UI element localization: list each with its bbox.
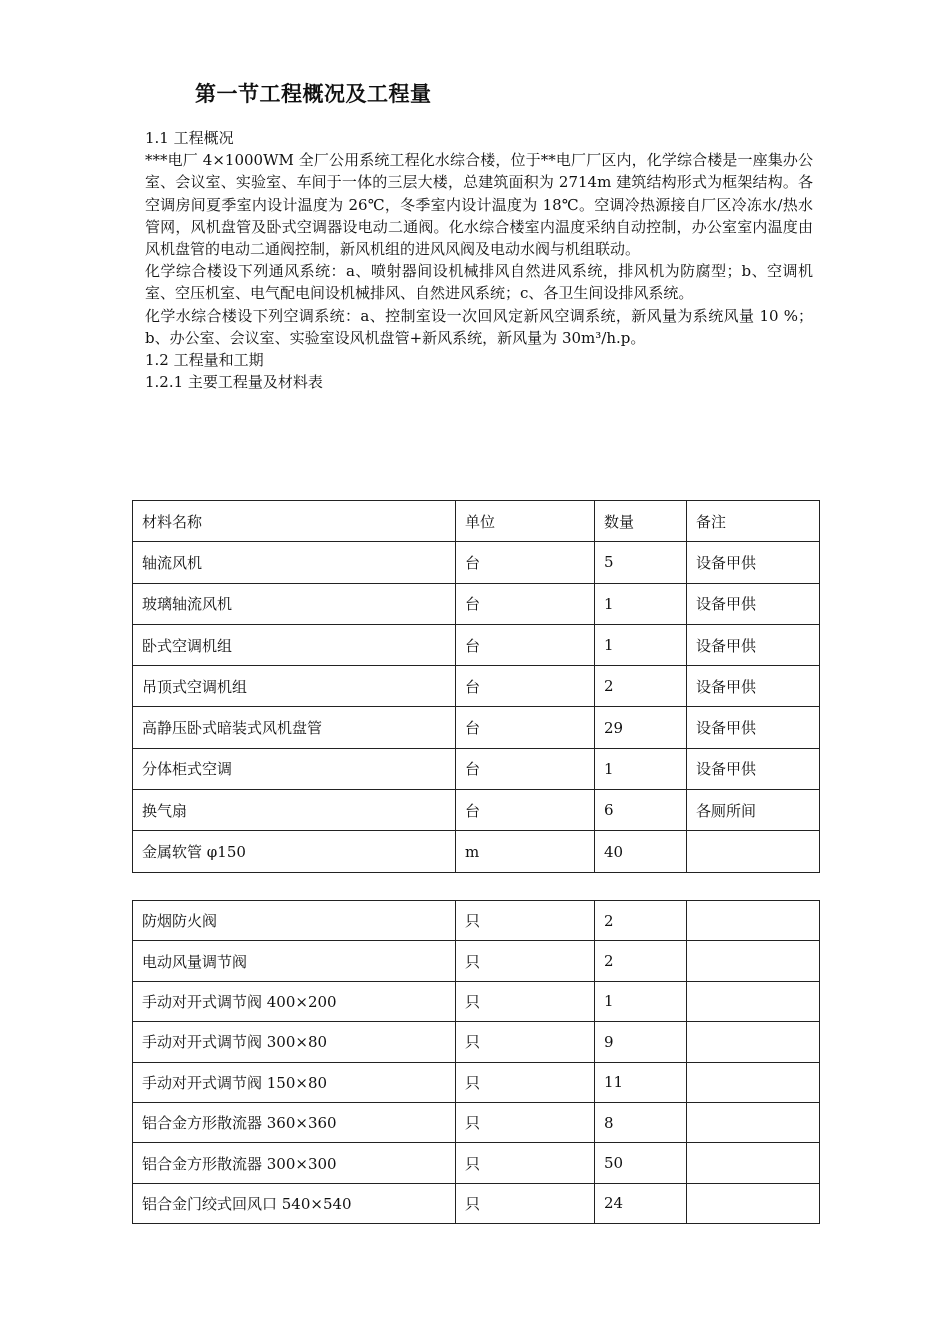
table-row <box>133 1022 820 1062</box>
table-row <box>133 831 820 872</box>
table-cell <box>687 1062 820 1102</box>
section-title: 第一节工程概况及工程量 <box>195 82 432 106</box>
table-cell <box>687 981 820 1021</box>
table-cell: 8 <box>595 1102 687 1142</box>
table-cell <box>687 941 820 981</box>
table-cell: 高静压卧式暗装式风机盘管 <box>133 707 456 748</box>
table-header-row <box>133 501 820 542</box>
table-cell: 设备甲供 <box>687 748 820 789</box>
table-cell <box>687 831 820 872</box>
table-cell: 2 <box>595 901 687 941</box>
table-cell: 铝合金门绞式回风口 540×540 <box>133 1183 456 1223</box>
table-row <box>133 707 820 748</box>
table-cell: 台 <box>456 624 595 665</box>
table-cell: 2 <box>595 941 687 981</box>
header-cell: 单位 <box>456 501 595 542</box>
table-cell: 只 <box>456 1143 595 1183</box>
table-cell: 40 <box>595 831 687 872</box>
table-cell <box>687 1022 820 1062</box>
table-cell: 台 <box>456 542 595 583</box>
overview-paragraph: ***电厂 4×1000WM 全厂公用系统工程化水综合楼，位于**电厂厂区内，化学综合楼是一座集办公室、会议室、实验室、车间于一体的三层大楼，总建筑面积为 2714m 建筑结构形式为框架结构。各空调房间夏季室内设计温度为 26℃，冬季室内设计温度为 18℃。空调冷热源接自厂区冷冻水/热水管网，风机盘管及卧式空调器设电动二通阀。化水综合楼室内温度采纳自动控制，办公室室内温度由风机盘管的电动二通阀控制，新风机组的进风风阀及电动水阀与机组联动。 <box>145 151 813 259</box>
table-cell: 金属软管 φ150 <box>133 831 456 872</box>
materials-table-2 <box>132 900 820 1224</box>
table-cell <box>687 901 820 941</box>
table-row <box>133 624 820 665</box>
heading-1-1: 1.1 工程概况 <box>145 129 234 147</box>
table-row <box>133 1102 820 1142</box>
table-cell: 只 <box>456 981 595 1021</box>
header-cell: 材料名称 <box>133 501 456 542</box>
table-cell: 分体柜式空调 <box>133 748 456 789</box>
header-cell: 备注 <box>687 501 820 542</box>
table-cell: 铝合金方形散流器 360×360 <box>133 1102 456 1142</box>
table-row <box>133 981 820 1021</box>
table-cell: 只 <box>456 941 595 981</box>
aircon-paragraph: 化学水综合楼设下列空调系统：a、控制室设一次回风定新风空调系统，新风量为系统风量 10 %；b、办公室、会议室、实验室设风机盘管+新风系统，新风量为 30m³/h.p。 <box>145 306 813 347</box>
table-cell: 台 <box>456 748 595 789</box>
table-row <box>133 1183 820 1223</box>
table-cell <box>687 1102 820 1142</box>
table-cell: 只 <box>456 1062 595 1102</box>
heading-1-2-1: 1.2.1 主要工程量及材料表 <box>145 373 323 392</box>
table-row <box>133 1062 820 1102</box>
table-cell: 换气扇 <box>133 790 456 831</box>
table-cell: 设备甲供 <box>687 583 820 624</box>
ventilation-paragraph: 化学综合楼设下列通风系统：a、喷射器间设机械排风自然进风系统，排风机为防腐型；b、空调机室、空压机室、电气配电间设机械排风、自然进风系统；c、各卫生间设排风系统。 <box>145 262 813 303</box>
table-cell: 只 <box>456 1102 595 1142</box>
table-cell: 设备甲供 <box>687 624 820 665</box>
heading-1-2: 1.2 工程量和工期 <box>145 351 264 370</box>
table-cell: 2 <box>595 666 687 707</box>
table-cell: 卧式空调机组 <box>133 624 456 665</box>
table-row <box>133 901 820 941</box>
table-cell: 6 <box>595 790 687 831</box>
header-cell: 数量 <box>595 501 687 542</box>
table-cell: 台 <box>456 666 595 707</box>
table-cell: 11 <box>595 1062 687 1102</box>
table-cell <box>687 1183 820 1223</box>
table-row <box>133 790 820 831</box>
table-row <box>133 1143 820 1183</box>
table-cell: 设备甲供 <box>687 707 820 748</box>
table-cell: 轴流风机 <box>133 542 456 583</box>
table-cell: 9 <box>595 1022 687 1062</box>
table-cell: 1 <box>595 981 687 1021</box>
overview-text <box>145 127 813 393</box>
table-cell: 24 <box>595 1183 687 1223</box>
table-cell: 1 <box>595 624 687 665</box>
table-cell: 设备甲供 <box>687 666 820 707</box>
table-cell: 吊顶式空调机组 <box>133 666 456 707</box>
table-cell: 手动对开式调节阀 150×80 <box>133 1062 456 1102</box>
table-cell: 铝合金方形散流器 300×300 <box>133 1143 456 1183</box>
table-cell: 防烟防火阀 <box>133 901 456 941</box>
table-cell: 1 <box>595 748 687 789</box>
table-cell: 50 <box>595 1143 687 1183</box>
table-cell <box>687 1143 820 1183</box>
table-cell: 设备甲供 <box>687 542 820 583</box>
table-cell: 各厕所间 <box>687 790 820 831</box>
table-cell: 台 <box>456 707 595 748</box>
table-row <box>133 748 820 789</box>
table-cell: 1 <box>595 583 687 624</box>
table-cell: 台 <box>456 790 595 831</box>
table-cell: 玻璃轴流风机 <box>133 583 456 624</box>
materials-table-1 <box>132 500 820 873</box>
table-row <box>133 583 820 624</box>
table-cell: 台 <box>456 583 595 624</box>
table-cell: 手动对开式调节阀 400×200 <box>133 981 456 1021</box>
table-cell: m <box>456 831 595 872</box>
table-cell: 只 <box>456 1183 595 1223</box>
table-cell: 手动对开式调节阀 300×80 <box>133 1022 456 1062</box>
table-cell: 只 <box>456 901 595 941</box>
table-row <box>133 542 820 583</box>
table-cell: 5 <box>595 542 687 583</box>
table-cell: 电动风量调节阀 <box>133 941 456 981</box>
table-cell: 29 <box>595 707 687 748</box>
table-row <box>133 666 820 707</box>
table-row <box>133 941 820 981</box>
table-cell: 只 <box>456 1022 595 1062</box>
